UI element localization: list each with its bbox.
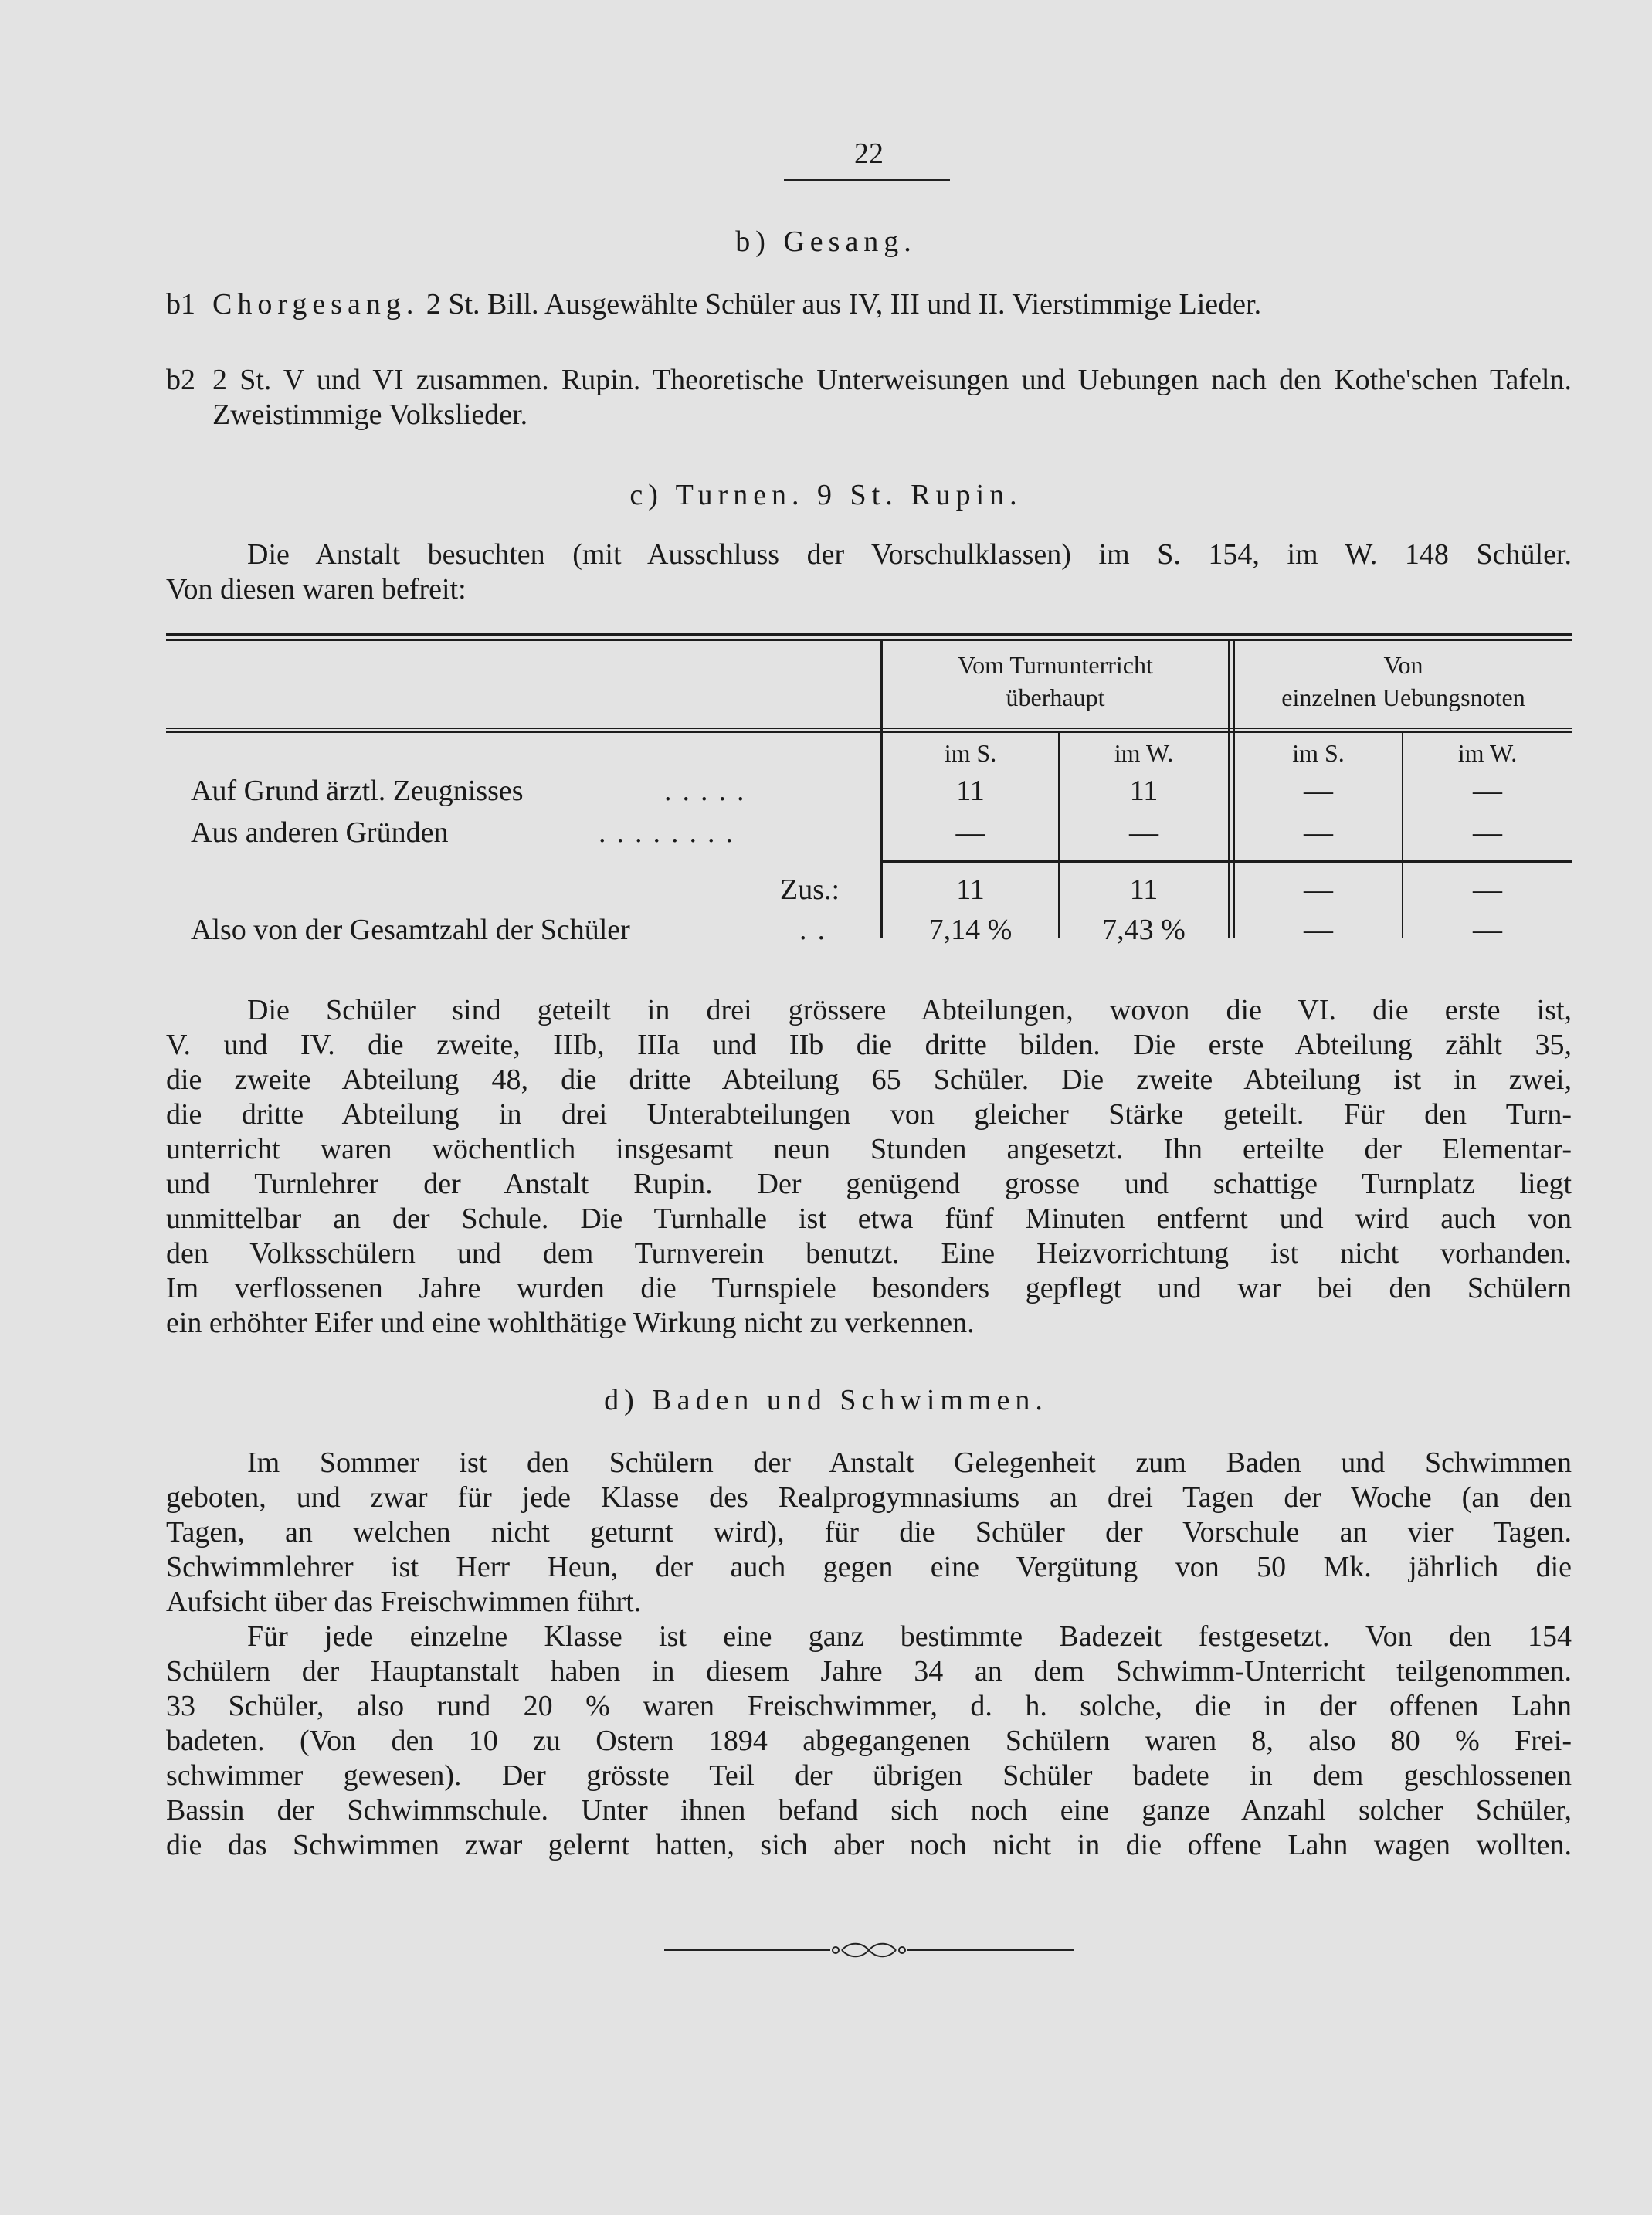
paragraph-line: Die Schüler sind geteilt in drei grössere Abteilungen, wovon die VI. die erste ist, bbox=[247, 994, 1572, 1026]
table-rule-sum bbox=[880, 860, 1572, 863]
section-d-paragraph-2 bbox=[166, 1620, 1572, 1863]
entry-b1 bbox=[166, 287, 1572, 322]
cell: — bbox=[1473, 873, 1502, 906]
cell: — bbox=[1473, 816, 1502, 849]
cell: — bbox=[1473, 775, 1502, 807]
section-c-heading: c) Turnen. 9 St. Rupin. bbox=[629, 479, 1023, 511]
paragraph-line: unterricht waren wöchentlich insgesamt neun Stunden angesetzt. Ihn erteilte der Elementar- bbox=[166, 1133, 1572, 1165]
cell: 11 bbox=[1129, 873, 1158, 906]
paragraph-line: den Volksschülern und dem Turnverein benutzt. Eine Heizvorrichtung ist nicht vorhanden. bbox=[166, 1237, 1572, 1270]
cell: — bbox=[1304, 914, 1333, 946]
header-group-1-line: überhaupt bbox=[1006, 683, 1105, 711]
table-rule-header-2 bbox=[166, 731, 1572, 733]
cell: — bbox=[1304, 775, 1333, 807]
header-group-2 bbox=[1235, 649, 1572, 714]
cell: 11 bbox=[1129, 775, 1158, 807]
row-leader-dots: ..... bbox=[664, 775, 755, 807]
row-leader-dots: ........ bbox=[599, 816, 744, 849]
intro-line: Die Anstalt besuchten (mit Ausschluss der Vorschulklassen) im S. 154, im W. 148 Schüler. bbox=[247, 538, 1572, 571]
section-d-heading: d) Baden und Schwimmen. bbox=[604, 1384, 1048, 1416]
cell: — bbox=[1304, 873, 1333, 906]
cell: 11 bbox=[956, 775, 985, 807]
paragraph-line: und Turnlehrer der Anstalt Rupin. Der genügend grosse und schattige Turnplatz liegt bbox=[166, 1168, 1572, 1200]
cell: 7,14 % bbox=[928, 914, 1013, 946]
paragraph-line: die zweite Abteilung 48, die dritte Abteilung 65 Schüler. Die zweite Abteilung ist in zwei, bbox=[166, 1063, 1572, 1096]
entry-b1-text: 2 St. Bill. Ausgewählte Schüler aus IV, III und II. Vierstimmige Lieder. bbox=[419, 288, 1262, 321]
table-rule-header bbox=[166, 728, 1572, 729]
header-group-2-line: einzelnen Uebungsnoten bbox=[1281, 683, 1525, 711]
paragraph-line: Im verflossenen Jahre wurden die Turnspiele besonders gepflegt und war bei den Schülern bbox=[166, 1272, 1572, 1304]
paragraph-line: 33 Schüler, also rund 20 % waren Freischwimmer, d. h. solche, die in der offenen Lahn bbox=[166, 1690, 1572, 1722]
subheader-s2: im S. bbox=[1292, 739, 1345, 767]
row-leader-dots: .. bbox=[799, 914, 836, 946]
entry-b2-mark: b2 bbox=[166, 364, 195, 396]
row-label: Auf Grund ärztl. Zeugnisses bbox=[191, 775, 524, 807]
table-col-divider bbox=[1228, 641, 1230, 938]
cell: — bbox=[955, 816, 985, 849]
cell: — bbox=[1304, 816, 1333, 849]
paragraph-line: die dritte Abteilung in drei Unterabteilungen von gleicher Stärke geteilt. Für den Turn- bbox=[166, 1098, 1572, 1131]
paragraph-line: Bassin der Schwimmschule. Unter ihnen befand sich noch eine ganze Anzahl solcher Schüler, bbox=[166, 1794, 1572, 1827]
paragraph-line: Für jede einzelne Klasse ist eine ganz bestimmte Badezeit festgesetzt. Von den 154 bbox=[247, 1620, 1572, 1653]
table-rule-top bbox=[166, 633, 1572, 636]
section-c-paragraph bbox=[166, 993, 1572, 1341]
entry-b2 bbox=[166, 363, 1572, 432]
page-number: 22 bbox=[854, 137, 884, 170]
paragraph-line: Tagen, an welchen nicht geturnt wird), für die Schüler der Vorschule an vier Tagen. bbox=[166, 1516, 1572, 1548]
intro-line: Von diesen waren befreit: bbox=[166, 573, 466, 605]
paragraph-line: badeten. (Von den 10 zu Ostern 1894 abgegangenen Schülern waren 8, also 80 % Frei- bbox=[166, 1725, 1572, 1757]
table-rule-top-thin bbox=[166, 639, 1572, 641]
subheader-w2: im W. bbox=[1457, 739, 1518, 767]
paragraph-line: Aufsicht über das Freischwimmen führt. bbox=[166, 1586, 642, 1618]
percent-label: Also von der Gesamtzahl der Schüler bbox=[191, 914, 630, 946]
header-group-2-line: Von bbox=[1383, 651, 1423, 679]
cell: — bbox=[1129, 816, 1158, 849]
cell: 11 bbox=[956, 873, 985, 906]
subheader-w1: im W. bbox=[1114, 739, 1174, 767]
paragraph-line: geboten, und zwar für jede Klasse des Realprogymnasiums an drei Tagen der Woche (an den bbox=[166, 1481, 1572, 1514]
header-group-1-line: Vom Turnunterricht bbox=[958, 651, 1153, 679]
paragraph-line: Schwimmlehrer ist Herr Heun, der auch gegen eine Vergütung von 50 Mk. jährlich die bbox=[166, 1551, 1572, 1583]
paragraph-line: die das Schwimmen zwar gelernt hatten, sich aber noch nicht in die offene Lahn wagen wollten. bbox=[166, 1829, 1572, 1861]
paragraph-line: V. und IV. die zweite, IIIb, IIIa und IIb die dritte bilden. Die erste Abteilung zählt 35, bbox=[166, 1029, 1572, 1061]
entry-b2-text: 2 St. V und VI zusammen. Rupin. Theoretische Unterweisungen und Uebungen nach den Kothe'schen Tafeln. Zweistimmige Volkslieder. bbox=[212, 364, 1572, 431]
page-number-rule bbox=[784, 179, 950, 181]
paragraph-line: unmittelbar an der Schule. Die Turnhalle ist etwa fünf Minuten entfernt und wird auch von bbox=[166, 1202, 1572, 1235]
subheader-s1: im S. bbox=[944, 739, 997, 767]
row-label: Aus anderen Gründen bbox=[191, 816, 449, 849]
section-d-paragraph-1 bbox=[166, 1446, 1572, 1620]
paragraph-line: Schülern der Hauptanstalt haben in diesem Jahre 34 an dem Schwimm-Unterricht teilgenommen. bbox=[166, 1655, 1572, 1688]
paragraph-line: schwimmer gewesen). Der grösste Teil der übrigen Schüler badete in dem geschlossenen bbox=[166, 1759, 1572, 1792]
section-c-intro bbox=[166, 538, 1572, 607]
cell: 7,43 % bbox=[1102, 914, 1186, 946]
paragraph-line: Im Sommer ist den Schülern der Anstalt Gelegenheit zum Baden und Schwimmen bbox=[247, 1447, 1572, 1479]
cell: — bbox=[1473, 914, 1502, 946]
paragraph-line: ein erhöhter Eifer und eine wohlthätige Wirkung nicht zu verkennen. bbox=[166, 1307, 975, 1339]
sum-label: Zus.: bbox=[780, 873, 840, 906]
entry-b1-lead: Chorgesang. bbox=[212, 288, 419, 321]
section-b-heading: b) Gesang. bbox=[735, 226, 917, 258]
header-group-1 bbox=[883, 649, 1228, 714]
entry-b1-mark: b1 bbox=[166, 288, 195, 321]
exemption-table bbox=[166, 633, 1572, 958]
end-ornament bbox=[664, 1939, 1074, 1962]
